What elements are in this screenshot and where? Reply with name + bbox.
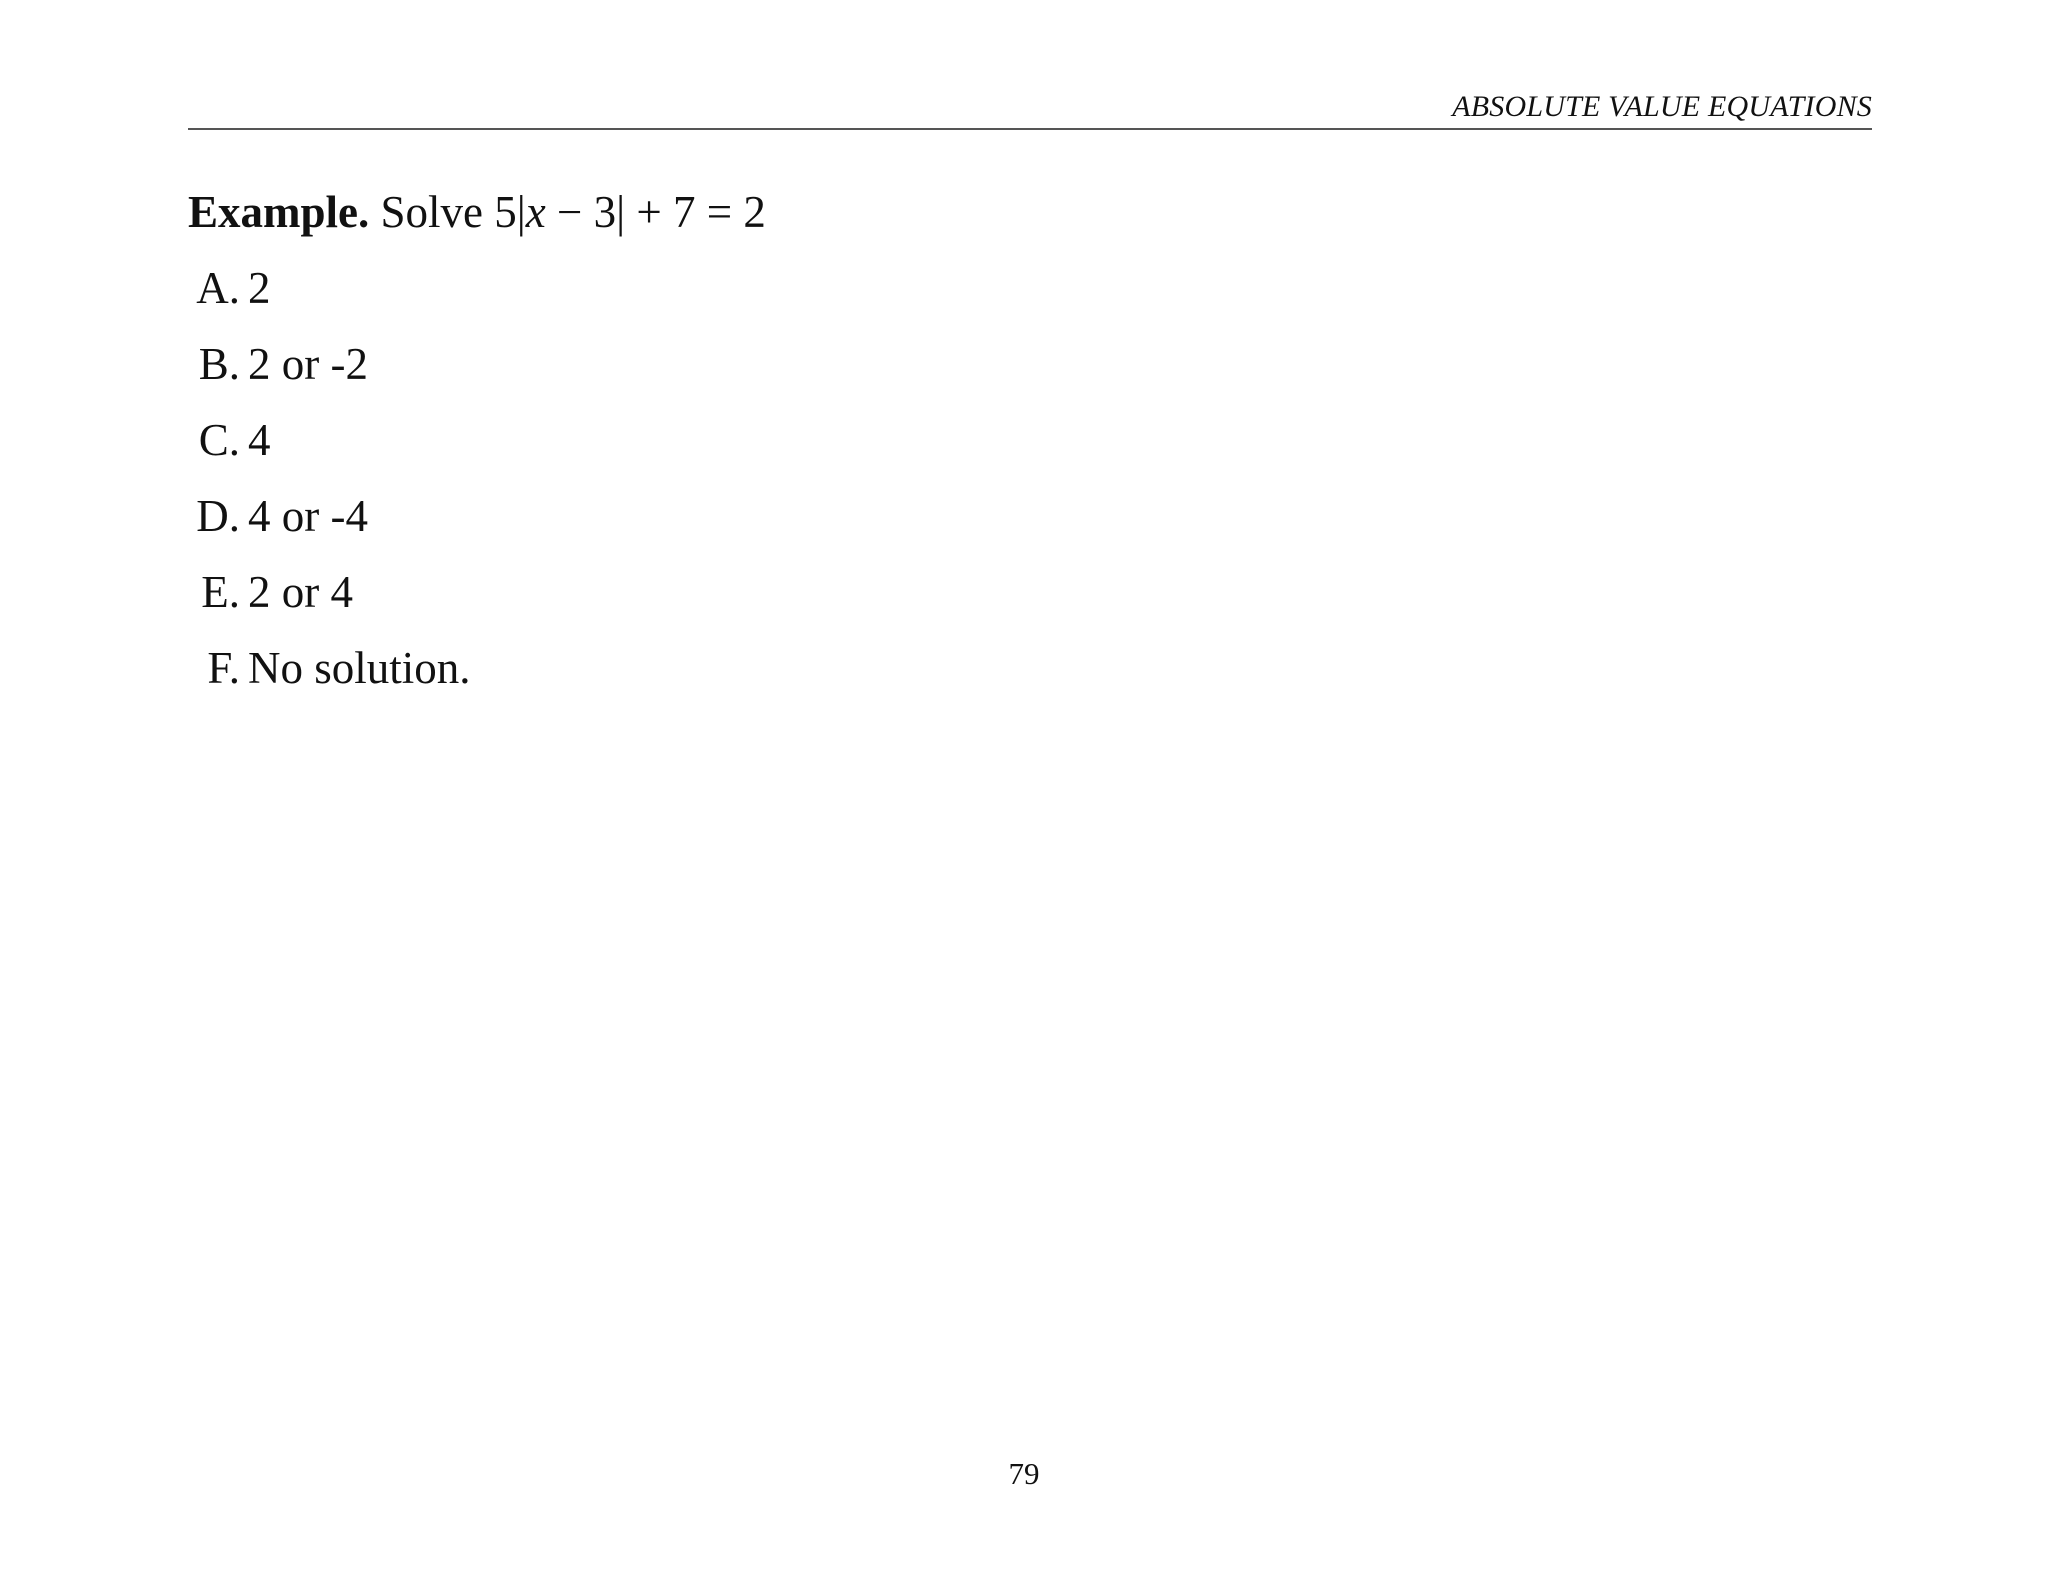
- choice-text: 2 or 4: [248, 567, 353, 617]
- choice-text: No solution.: [248, 643, 471, 693]
- example-label: Example.: [188, 187, 370, 237]
- choice-text: 4: [248, 415, 271, 465]
- example-prompt: Solve 5|x − 3| + 7 = 2: [380, 187, 766, 237]
- choice-text: 4 or -4: [248, 491, 368, 541]
- choice-letter: B.: [198, 339, 240, 389]
- choice-letter: E.: [201, 567, 240, 617]
- choice-a: [0, 258, 2048, 318]
- math-variable: x: [525, 187, 546, 237]
- choice-letter: D.: [196, 491, 240, 541]
- choice-f: [0, 638, 2048, 698]
- choice-b: [0, 334, 2048, 394]
- choice-text: 2 or -2: [248, 339, 368, 389]
- choice-c: [0, 410, 2048, 470]
- choice-letter: F.: [207, 643, 240, 693]
- choice-letter: A.: [196, 263, 240, 313]
- choice-text: 2: [248, 263, 271, 313]
- choice-d: [0, 486, 2048, 546]
- choice-e: [0, 562, 2048, 622]
- page-number: 79: [1008, 1456, 1040, 1491]
- choice-letter: C.: [198, 415, 240, 465]
- running-header-title: ABSOLUTE VALUE EQUATIONS: [1452, 90, 1872, 123]
